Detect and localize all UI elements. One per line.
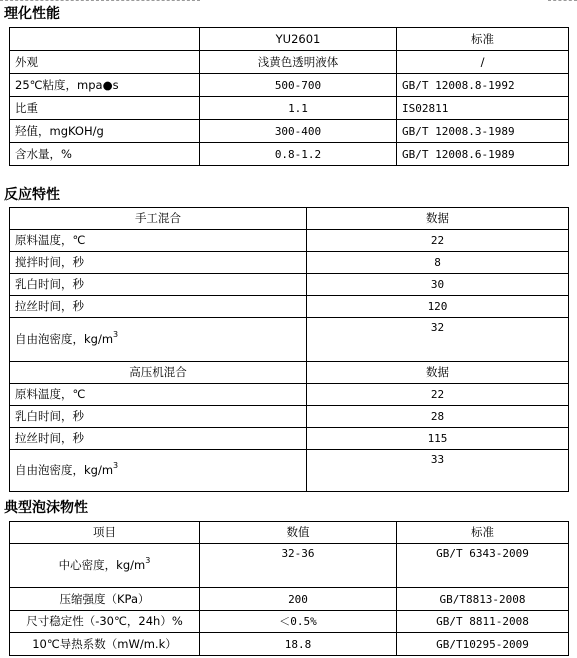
header-cell-hand-mixing: 手工混合 <box>10 208 307 230</box>
reactivity-value: 22 <box>307 384 569 406</box>
top-dashed-rule-right <box>548 0 577 2</box>
foam-property-standard: GB/T 8811-2008 <box>397 611 569 633</box>
section-heading-physical: 理化性能 <box>4 6 60 22</box>
table-header-row <box>10 208 569 230</box>
reactivity-value: 8 <box>307 252 569 274</box>
table-row <box>10 296 569 318</box>
header-cell-product: YU2601 <box>200 28 397 51</box>
table-row <box>10 51 569 74</box>
property-standard: GB/T 12008.6-1989 <box>397 143 569 166</box>
table-row <box>10 252 569 274</box>
foam-properties-table <box>9 521 569 656</box>
table-header-row <box>10 362 569 384</box>
table-row <box>10 143 569 166</box>
density-unit-exponent: 3 <box>113 330 119 339</box>
reactivity-label <box>10 318 307 362</box>
table-row <box>10 544 569 588</box>
density-label-text: 自由泡密度，kg/m <box>15 463 114 477</box>
table-row <box>10 274 569 296</box>
reactivity-value: 115 <box>307 428 569 450</box>
header-cell-item: 项目 <box>10 522 200 544</box>
header-cell-machine-mixing: 高压机混合 <box>10 362 307 384</box>
foam-property-label <box>10 544 200 588</box>
property-label: 25℃粘度，mpa●s <box>10 74 200 97</box>
property-value: 浅黄色透明液体 <box>200 51 397 74</box>
reactivity-label: 拉丝时间，秒 <box>10 296 307 318</box>
table-row <box>10 633 569 656</box>
table-row <box>10 230 569 252</box>
property-label: 含水量，% <box>10 143 200 166</box>
property-value: 300-400 <box>200 120 397 143</box>
reactivity-table <box>9 207 569 492</box>
density-unit-exponent: 3 <box>113 461 119 470</box>
table-row <box>10 74 569 97</box>
foam-property-value: 32-36 <box>200 544 397 588</box>
table-row <box>10 406 569 428</box>
physical-properties-table <box>9 27 569 166</box>
table-row <box>10 611 569 633</box>
reactivity-value: 32 <box>307 318 569 362</box>
property-label: 外观 <box>10 51 200 74</box>
header-cell-data: 数据 <box>307 362 569 384</box>
reactivity-value: 120 <box>307 296 569 318</box>
foam-property-value: 200 <box>200 588 397 611</box>
reactivity-value: 22 <box>307 230 569 252</box>
property-value: 1.1 <box>200 97 397 120</box>
section-heading-foam: 典型泡沫物性 <box>4 500 88 516</box>
reactivity-label <box>10 450 307 492</box>
foam-property-standard: GB/T 6343-2009 <box>397 544 569 588</box>
density-unit-exponent: 3 <box>145 556 151 565</box>
header-cell-data: 数据 <box>307 208 569 230</box>
core-density-label-text: 中心密度，kg/m <box>58 558 146 572</box>
property-standard: GB/T 12008.8-1992 <box>397 74 569 97</box>
header-cell-value: 数值 <box>200 522 397 544</box>
foam-property-label: 压缩强度（KPa） <box>10 588 200 611</box>
reactivity-label: 原料温度，℃ <box>10 230 307 252</box>
property-value: 0.8-1.2 <box>200 143 397 166</box>
table-row <box>10 450 569 492</box>
property-label: 比重 <box>10 97 200 120</box>
table-header-row <box>10 522 569 544</box>
reactivity-label: 乳白时间，秒 <box>10 406 307 428</box>
foam-property-standard: GB/T8813-2008 <box>397 588 569 611</box>
property-standard: IS02811 <box>397 97 569 120</box>
reactivity-label: 拉丝时间，秒 <box>10 428 307 450</box>
foam-property-label: 10℃导热系数（mW/m.k） <box>10 633 200 656</box>
property-label: 羟值，mgKOH/g <box>10 120 200 143</box>
reactivity-value: 30 <box>307 274 569 296</box>
reactivity-label: 原料温度，℃ <box>10 384 307 406</box>
reactivity-value: 33 <box>307 450 569 492</box>
table-header-row <box>10 28 569 51</box>
table-row <box>10 428 569 450</box>
table-row <box>10 588 569 611</box>
header-cell-standard: 标准 <box>397 522 569 544</box>
foam-property-value: 18.8 <box>200 633 397 656</box>
property-value: 500-700 <box>200 74 397 97</box>
foam-property-value: ＜0.5% <box>200 611 397 633</box>
reactivity-value: 28 <box>307 406 569 428</box>
reactivity-label: 搅拌时间，秒 <box>10 252 307 274</box>
table-row <box>10 384 569 406</box>
property-standard: GB/T 12008.3-1989 <box>397 120 569 143</box>
table-row <box>10 120 569 143</box>
density-label-text: 自由泡密度，kg/m <box>15 332 114 346</box>
foam-property-standard: GB/T10295-2009 <box>397 633 569 656</box>
reactivity-label: 乳白时间，秒 <box>10 274 307 296</box>
table-row <box>10 318 569 362</box>
top-dashed-rule <box>0 0 200 2</box>
foam-property-label: 尺寸稳定性（-30℃，24h）% <box>10 611 200 633</box>
header-cell-blank <box>10 28 200 51</box>
property-standard: / <box>397 51 569 74</box>
table-row <box>10 97 569 120</box>
header-cell-standard: 标准 <box>397 28 569 51</box>
section-heading-reactivity: 反应特性 <box>4 187 60 203</box>
